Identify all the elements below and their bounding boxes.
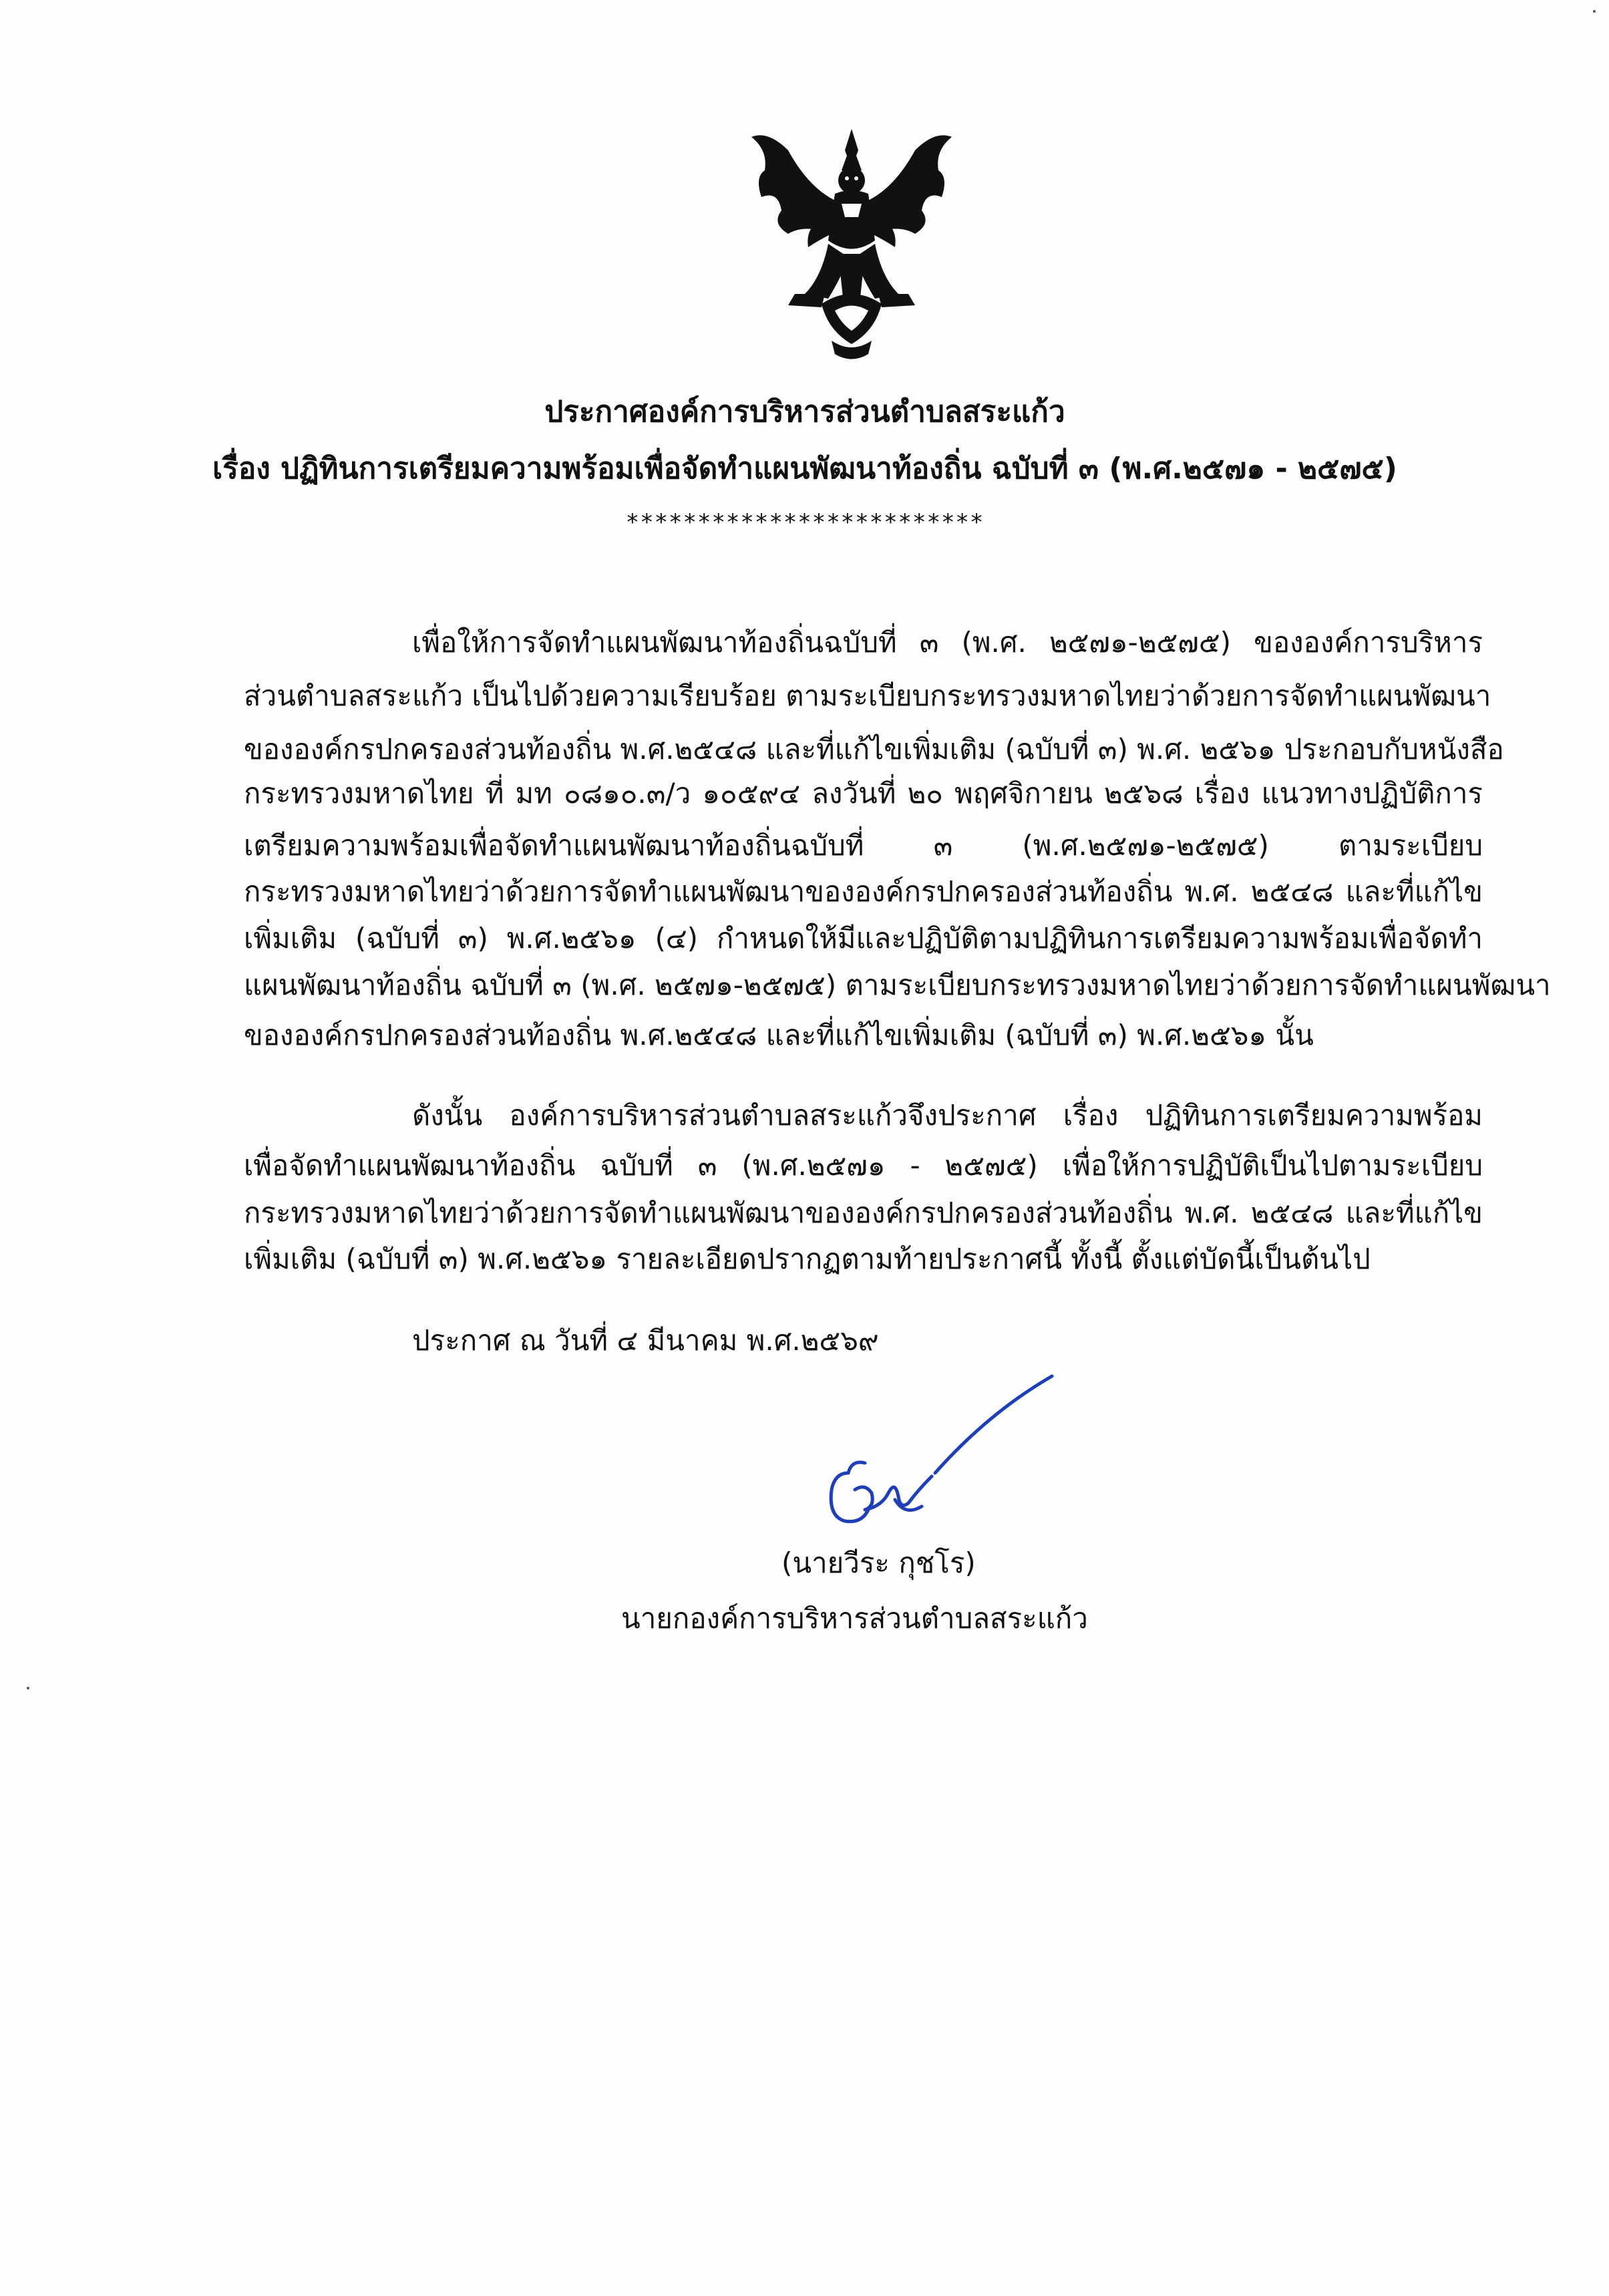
paragraph-line: เพื่อจัดทำแผนพัฒนาท้องถิ่น ฉบับที่ ๓ (พ.ศ.๒๕๗๑ - ๒๕๗๕) เพื่อให้การปฏิบัติเป็นไปตามระเบียบ [244,1149,1483,1182]
signer-name: (นายวีระ กุชโร) [781,1546,976,1579]
announcement-title: ประกาศองค์การบริหารส่วนตำบลสระแก้ว [544,395,1065,429]
paragraph-line: เพิ่มเติม (ฉบับที่ ๓) พ.ศ.๒๕๖๑ รายละเอียดปรากฏตามท้ายประกาศนี้ ทั้งนี้ ตั้งแต่บัดนี้เป็นต้นไป [244,1243,1371,1275]
paragraph-line: เพื่อให้การจัดทำแผนพัฒนาท้องถิ่นฉบับที่ ๓ (พ.ศ. ๒๕๗๑-๒๕๗๕) ขององค์การบริหาร [412,626,1483,659]
paragraph-line: เตรียมความพร้อมเพื่อจัดทำแผนพัฒนาท้องถิ่นฉบับที่ ๓ (พ.ศ.๒๕๗๑-๒๕๗๕) ตามระเบียบ [244,829,1483,862]
paragraph-line: กระทรวงมหาดไทยว่าด้วยการจัดทำแผนพัฒนาขององค์กรปกครองส่วนท้องถิ่น พ.ศ. ๒๕๔๘ และที่แก้ไข [244,1196,1483,1229]
paragraph-line: ขององค์กรปกครองส่วนท้องถิ่น พ.ศ.๒๕๔๘ และที่แก้ไขเพิ่มเติม (ฉบับที่ ๓) พ.ศ. ๒๕๖๑ ประกอบกับหนังสือ [244,733,1504,766]
signer-position: นายกองค์การบริหารส่วนตำบลสระแก้ว [621,1602,1088,1635]
paragraph-line: ดังนั้น องค์การบริหารส่วนตำบลสระแก้วจึงประกาศ เรื่อง ปฏิทินการเตรียมความพร้อม [412,1099,1483,1132]
paragraph-line: แผนพัฒนาท้องถิ่น ฉบับที่ ๓ (พ.ศ. ๒๕๗๑-๒๕๗๕) ตามระเบียบกระทรวงมหาดไทยว่าด้วยการจัดทำแผนพัฒนา [244,969,1551,1001]
garuda-emblem [741,124,962,371]
paragraph-line: กระทรวงมหาดไทย ที่ มท ๐๘๑๐.๓/ว ๑๐๕๙๔ ลงวันที่ ๒๐ พฤศจิกายน ๒๕๖๘ เรื่อง แนวทางปฏิบัติการ [244,777,1483,810]
paragraph-line: ขององค์กรปกครองส่วนท้องถิ่น พ.ศ.๒๕๔๘ และที่แก้ไขเพิ่มเติม (ฉบับที่ ๓) พ.ศ.๒๕๖๑ นั้น [244,1019,1314,1051]
paragraph-line: ส่วนตำบลสระแก้ว เป็นไปด้วยความเรียบร้อย ตามระเบียบกระทรวงมหาดไทยว่าด้วยการจัดทำแผนพัฒนา [244,679,1491,712]
announcement-subject: เรื่อง ปฏิทินการเตรียมความพร้อมเพื่อจัดทำแผนพัฒนาท้องถิ่น ฉบับที่ ๓ (พ.ศ.๒๕๗๑ - ๒๕๗๕) [212,452,1397,486]
paragraph-line: กระทรวงมหาดไทยว่าด้วยการจัดทำแผนพัฒนาขององค์กรปกครองส่วนท้องถิ่น พ.ศ. ๒๕๔๘ และที่แก้ไข [244,875,1483,908]
scan-speck [1593,10,1596,13]
paragraph-line: เพิ่มเติม (ฉบับที่ ๓) พ.ศ.๒๕๖๑ (๔) กำหนดให้มีและปฏิบัติตามปฏิทินการเตรียมความพร้อมเพื่อจัดทำ [244,922,1483,955]
announcement-date: ประกาศ ณ วันที่ ๔ มีนาคม พ.ศ.๒๕๖๙ [412,1324,879,1357]
handwritten-signature [815,1373,1055,1546]
separator-line: ************************* [625,509,985,536]
scan-speck [27,1687,29,1689]
